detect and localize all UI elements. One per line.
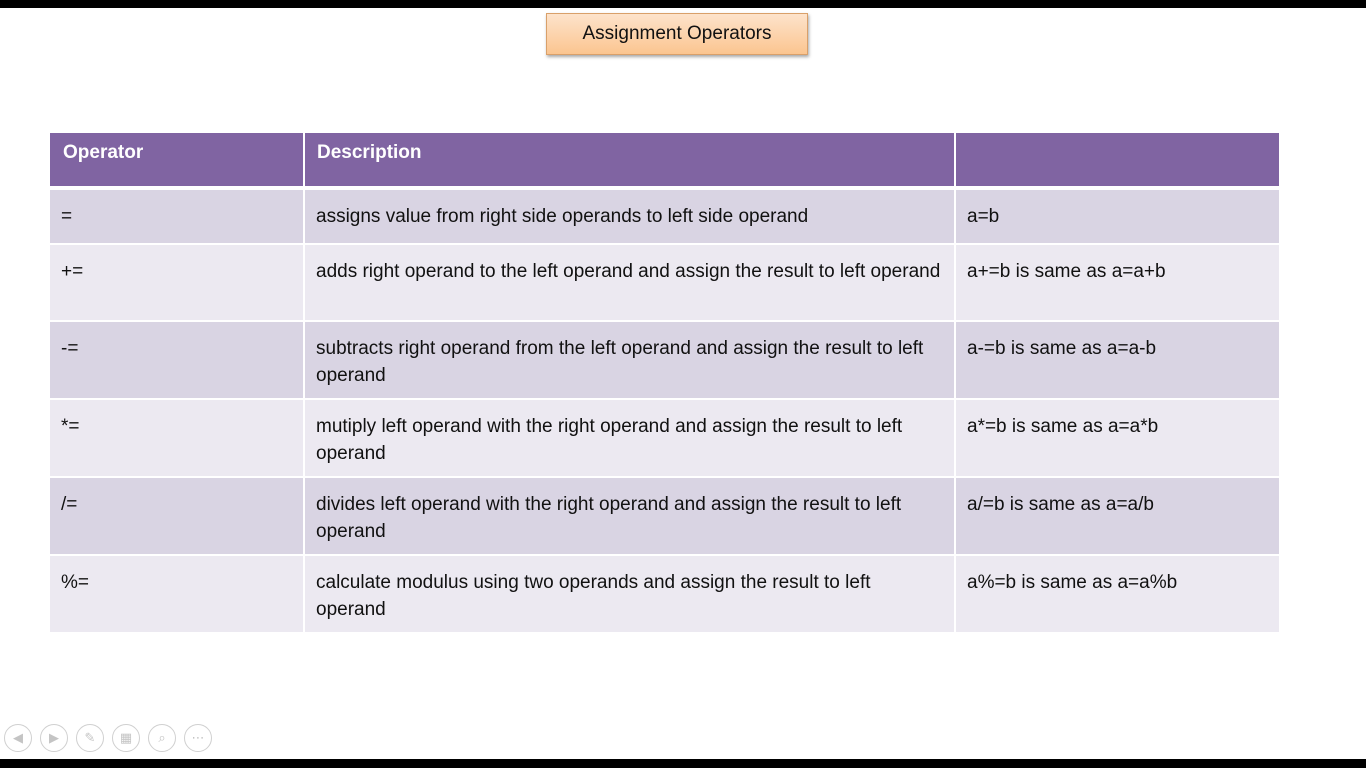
- table-row: [50, 244, 1279, 321]
- previous-slide-button[interactable]: [4, 724, 32, 752]
- see-all-slides-button[interactable]: [112, 724, 140, 752]
- description-cell: adds right operand to the left operand and assign the result to left operand: [304, 244, 955, 321]
- example-cell: a*=b is same as a=a*b: [955, 399, 1279, 477]
- example-cell: a+=b is same as a=a+b: [955, 244, 1279, 321]
- more-options-button[interactable]: [184, 724, 212, 752]
- table-row: [50, 321, 1279, 399]
- operator-cell: /=: [50, 477, 304, 555]
- slide: [0, 8, 1366, 759]
- slideshow-nav-controls: [4, 724, 212, 752]
- table-row: [50, 555, 1279, 632]
- magnifier-icon: ⌕: [158, 730, 166, 745]
- operators-table: [50, 133, 1279, 632]
- example-cell: a=b: [955, 188, 1279, 244]
- more-icon: ⋯: [191, 730, 205, 745]
- table-header-row: [50, 133, 1279, 188]
- operator-cell: -=: [50, 321, 304, 399]
- arrow-right-icon: ▶: [49, 730, 59, 745]
- pen-tool-button[interactable]: [76, 724, 104, 752]
- description-cell: assigns value from right side operands to left side operand: [304, 188, 955, 244]
- header-description: Description: [304, 133, 955, 188]
- description-cell: subtracts right operand from the left operand and assign the result to left operand: [304, 321, 955, 399]
- example-cell: a%=b is same as a=a%b: [955, 555, 1279, 632]
- operator-cell: *=: [50, 399, 304, 477]
- operator-cell: %=: [50, 555, 304, 632]
- operator-cell: +=: [50, 244, 304, 321]
- example-cell: a-=b is same as a=a-b: [955, 321, 1279, 399]
- header-example: [955, 133, 1279, 188]
- description-cell: divides left operand with the right operand and assign the result to left operand: [304, 477, 955, 555]
- table-row: [50, 399, 1279, 477]
- table-row: [50, 188, 1279, 244]
- slide-title: Assignment Operators: [546, 13, 808, 55]
- slides-grid-icon: ▦: [119, 730, 133, 745]
- operator-cell: =: [50, 188, 304, 244]
- example-cell: a/=b is same as a=a/b: [955, 477, 1279, 555]
- next-slide-button[interactable]: [40, 724, 68, 752]
- description-cell: mutiply left operand with the right operand and assign the result to left operand: [304, 399, 955, 477]
- table-row: [50, 477, 1279, 555]
- arrow-left-icon: ◀: [13, 730, 23, 745]
- description-cell: calculate modulus using two operands and assign the result to left operand: [304, 555, 955, 632]
- zoom-button[interactable]: [148, 724, 176, 752]
- header-operator: Operator: [50, 133, 304, 188]
- pen-icon: ✎: [84, 730, 96, 745]
